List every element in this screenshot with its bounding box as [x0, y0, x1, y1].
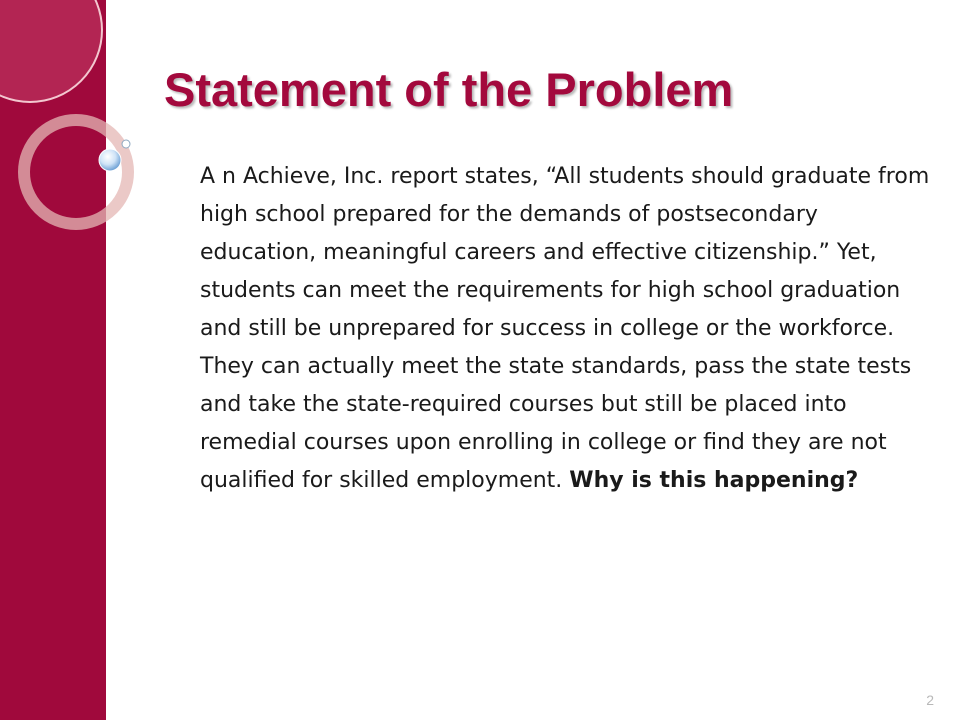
small-circle-icon [122, 140, 130, 148]
emphasis-question: Why is this happening? [569, 468, 859, 493]
slide-body [200, 158, 930, 500]
blue-dot-icon [99, 149, 121, 171]
medium-ring [24, 120, 128, 224]
body-text: A n Achieve, Inc. report states, “All students should graduate from high school prepared for the demands of postsecondary education, meaningful careers and effective citizenship.” Yet, students can meet the requirements for high school graduation and still be unprepared for success in college or the workforce. They can actually meet the state standards, pass the state tests and take the state-required courses but still be placed into remedial courses upon enrolling in college or find they are not qualified for skilled employment. [200, 164, 930, 493]
slide-title: Statement of the Problem [164, 63, 734, 116]
decorative-rings [0, 0, 140, 260]
large-ring [0, 0, 102, 102]
page-number: 2 [926, 692, 934, 708]
